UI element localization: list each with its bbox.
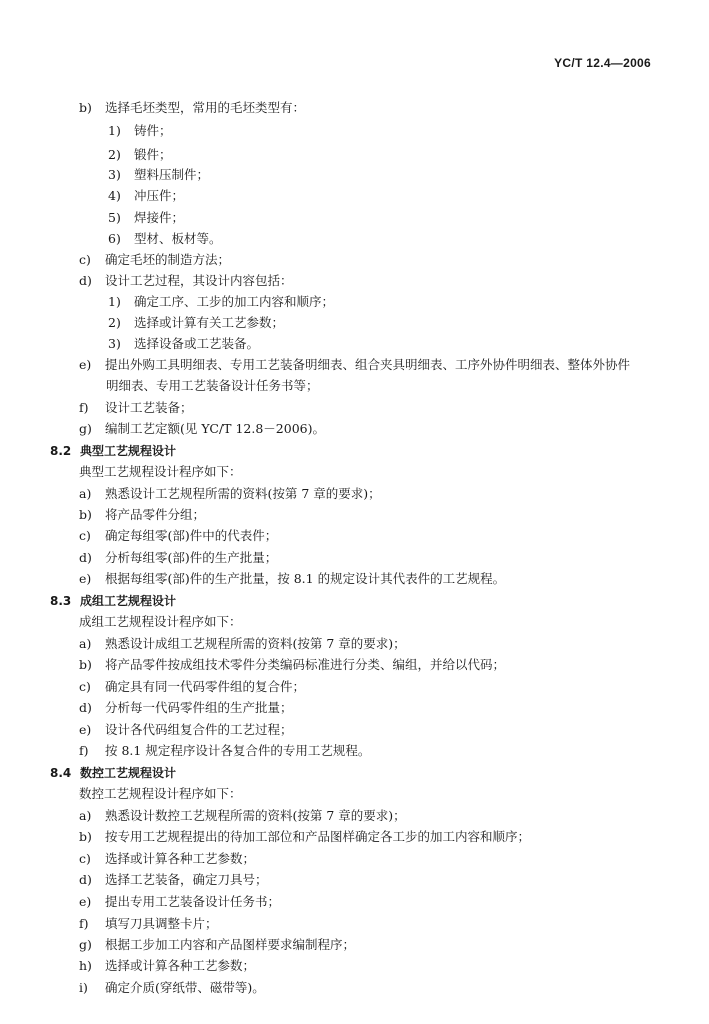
text-line [50,593,176,609]
text-line [108,147,172,163]
list-marker: d) [79,872,92,887]
line-text: 选择或计算有关工艺参数； [134,315,285,330]
text-line [79,980,265,996]
list-marker: i) [79,980,88,995]
section-number: 8.4 [50,766,72,780]
list-marker: 3) [108,336,121,351]
line-text: 分析每组零(部)件的生产批量； [105,550,278,565]
text-line [79,916,218,932]
section-heading: 成组工艺规程设计 [80,594,177,608]
text-line [79,252,230,268]
text-line [79,786,242,802]
list-marker: h) [79,958,92,973]
list-marker: d) [79,700,92,715]
text-line [79,958,255,974]
list-marker: 1) [108,123,121,138]
section-heading: 典型工艺规程设计 [80,444,177,458]
list-marker: a) [79,808,92,823]
line-text: 根据工步加工内容和产品图样要求编制程序； [105,937,356,952]
line-text: 根据每组零(部)件的生产批量，按 8.1 的规定设计其代表件的工艺规程。 [105,571,506,586]
list-marker: c) [79,851,91,866]
text-line [79,614,242,630]
list-marker: a) [79,636,92,651]
list-marker: e) [79,722,92,737]
text-line [108,167,209,183]
list-marker: e) [79,357,92,372]
line-text: 熟悉设计数控工艺规程所需的资料(按第 7 章的要求)； [105,808,406,823]
text-line [79,829,530,845]
list-marker: b) [79,100,92,115]
line-text: 确定毛坯的制造方法； [105,252,231,267]
list-marker: f) [79,743,89,758]
line-text: 焊接件； [134,210,185,225]
line-text: 塑料压制件； [134,167,210,182]
line-text: 将产品零件分组； [105,507,206,522]
line-text: 选择毛坯类型，常用的毛坯类型有： [105,100,306,115]
line-text: 熟悉设计成组工艺规程所需的资料(按第 7 章的要求)； [105,636,406,651]
line-text: 确定每组零(部)件中的代表件； [105,528,278,543]
text-line [79,808,406,824]
text-line [79,743,370,759]
text-line [108,210,184,226]
line-text: 熟悉设计工艺规程所需的资料(按第 7 章的要求)； [105,486,381,501]
text-line [108,315,284,331]
line-text: 提出专用工艺装备设计任务书； [105,894,281,909]
list-marker: a) [79,486,92,501]
line-text: 冲压件； [134,188,185,203]
standard-code-header: YC/T 12.4—2006 [554,56,651,70]
line-text: 典型工艺规程设计程序如下： [79,464,242,479]
line-text: 数控工艺规程设计程序如下： [79,786,242,801]
text-line [106,378,319,394]
list-marker: 2) [108,315,121,330]
text-line [79,528,277,544]
line-text: 选择或计算各种工艺参数； [105,851,256,866]
list-marker: b) [79,829,92,844]
text-line [79,400,193,416]
list-marker: b) [79,507,92,522]
line-text: 型材、板材等。 [134,231,222,246]
list-marker: d) [79,273,92,288]
text-line [79,357,630,373]
list-marker: g) [79,421,92,436]
text-line [50,443,176,459]
line-text: 按 8.1 规定程序设计各复合件的专用工艺规程。 [105,743,371,758]
line-text: 明细表、专用工艺装备设计任务书等； [106,378,319,393]
line-text: 分析每一代码零件组的生产批量； [105,700,293,715]
list-marker: f) [79,916,89,931]
list-marker: c) [79,528,91,543]
text-line [79,421,325,437]
list-marker: c) [79,679,91,694]
text-line [108,336,259,352]
text-line [79,571,505,587]
line-text: 选择或计算各种工艺参数； [105,958,256,973]
text-line [79,636,406,652]
line-text: 选择工艺装备，确定刀具号； [105,872,268,887]
list-marker: f) [79,400,89,415]
text-line [50,765,176,781]
list-marker: e) [79,571,92,586]
line-text: 确定工序、工步的加工内容和顺序； [134,294,335,309]
line-text: 设计工艺装备； [105,400,193,415]
text-line [79,657,505,673]
line-text: 确定介质(穿纸带、磁带等)。 [105,980,265,995]
line-text: 将产品零件按成组技术零件分类编码标准进行分类、编组，并给以代码； [105,657,506,672]
line-text: 确定具有同一代码零件组的复合件； [105,679,306,694]
section-number: 8.3 [50,594,72,608]
text-line [79,507,205,523]
section-number: 8.2 [50,444,72,458]
line-text: 按专用工艺规程提出的待加工部位和产品图样确定各工步的加工内容和顺序； [105,829,531,844]
line-text: 铸件； [134,123,172,138]
line-text: 设计工艺过程，其设计内容包括： [105,273,293,288]
text-line [79,937,355,953]
text-line [79,273,293,289]
text-line [79,722,293,738]
list-marker: d) [79,550,92,565]
list-marker: 2) [108,147,121,162]
line-text: 提出外购工具明细表、专用工艺装备明细表、组合夹具明细表、工序外协件明细表、整体外协件 [105,357,631,372]
line-text: 成组工艺规程设计程序如下： [79,614,242,629]
text-line [79,486,381,502]
line-text: 选择设备或工艺装备。 [134,336,260,351]
text-line [108,188,184,204]
text-line [79,464,242,480]
text-line [79,851,255,867]
text-line [79,550,277,566]
text-line [108,294,334,310]
list-marker: 1) [108,294,121,309]
list-marker: 4) [108,188,121,203]
text-line [79,679,305,695]
line-text: 锻件； [134,147,172,162]
list-marker: c) [79,252,91,267]
text-line [108,123,172,139]
list-marker: 5) [108,210,121,225]
line-text: 设计各代码组复合件的工艺过程； [105,722,293,737]
text-line [79,100,305,116]
text-line [79,700,293,716]
text-line [108,231,222,247]
list-marker: g) [79,937,92,952]
text-line [79,894,280,910]
list-marker: 6) [108,231,121,246]
section-heading: 数控工艺规程设计 [80,766,177,780]
list-marker: b) [79,657,92,672]
list-marker: e) [79,894,92,909]
line-text: 填写刀具调整卡片； [105,916,218,931]
line-text: 编制工艺定额(见 YC/T 12.8－2006)。 [105,421,325,436]
text-line [79,872,268,888]
list-marker: 3) [108,167,121,182]
